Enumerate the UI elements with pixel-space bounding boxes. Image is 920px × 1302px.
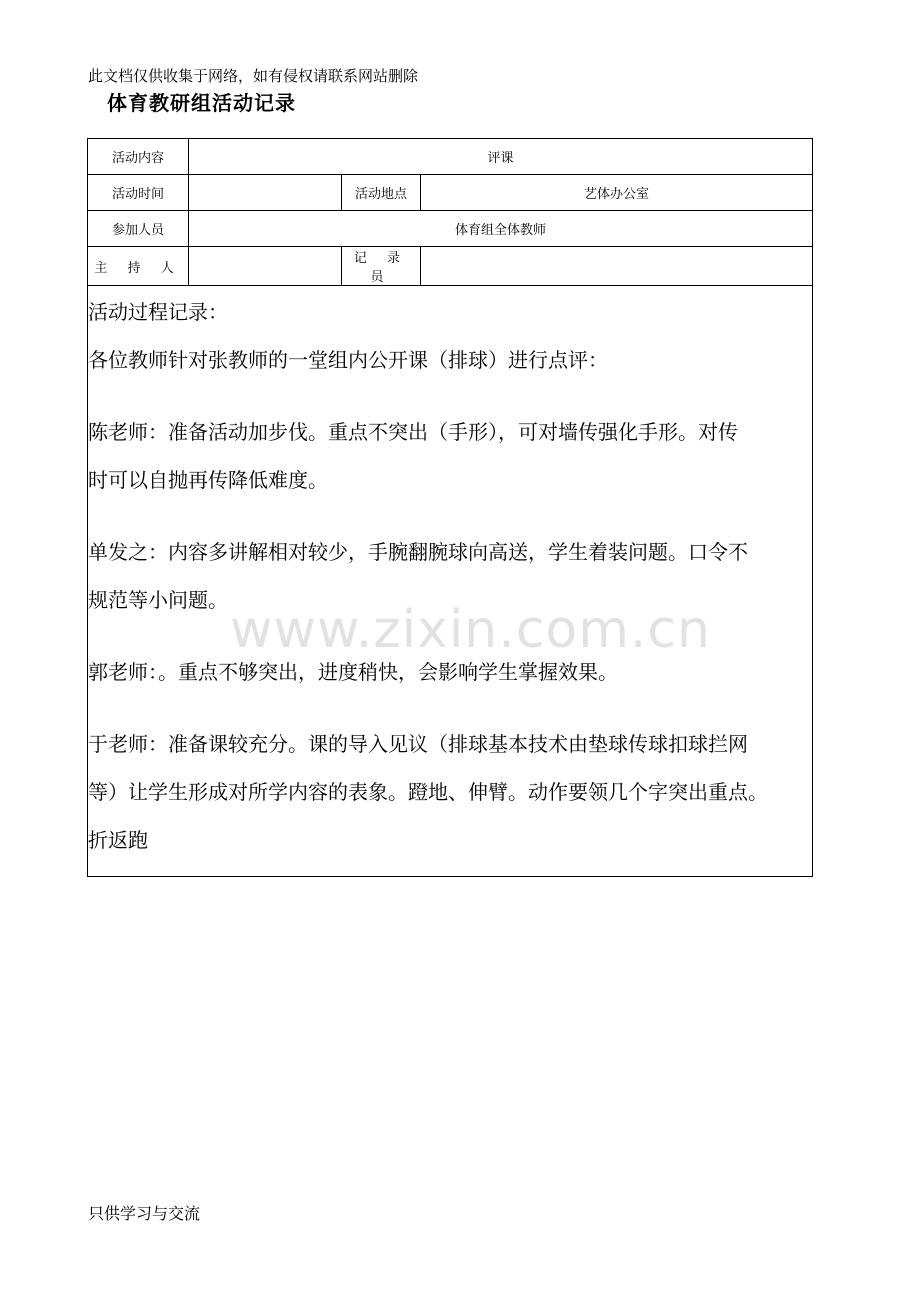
row-time-place xyxy=(88,175,813,211)
document-title: 体育教研组活动记录 xyxy=(107,91,296,115)
comment-line: 折返跑 xyxy=(88,828,148,852)
place-label: 活动地点 xyxy=(342,175,421,211)
footer-note: 只供学习与交流 xyxy=(88,1204,201,1223)
time-value xyxy=(189,175,342,211)
comment-line: 单发之：内容多讲解相对较少，手腕翻腕球向高送，学生着装问题。口令不 xyxy=(88,540,748,564)
row-host-recorder xyxy=(88,247,813,286)
participants-value: 体育组全体教师 xyxy=(189,211,813,247)
row-content xyxy=(88,139,813,175)
host-value xyxy=(189,247,342,286)
process-record-cell xyxy=(88,286,813,877)
time-label: 活动时间 xyxy=(88,175,189,211)
row-participants xyxy=(88,211,813,247)
header-disclaimer: 此文档仅供收集于网络，如有侵权请联系网站删除 xyxy=(88,67,419,85)
host-label: 主 持 人 xyxy=(88,247,189,286)
process-heading: 活动过程记录： xyxy=(88,300,228,324)
content-value: 评课 xyxy=(189,139,813,175)
comment-line: 郭老师：。重点不够突出，进度稍快，会影响学生掌握效果。 xyxy=(88,660,618,684)
watermark: www.zixin.com.cn xyxy=(230,600,711,660)
comment-line: 等）让学生形成对所学内容的表象。蹬地、伸臂。动作要领几个字突出重点。 xyxy=(88,780,768,804)
process-intro: 各位教师针对张教师的一堂组内公开课（排球）进行点评： xyxy=(88,348,608,372)
comment-line: 于老师：准备课较充分。课的导入见议（排球基本技术由垫球传球扣球拦网 xyxy=(88,732,748,756)
comment-line: 时可以自抛再传降低难度。 xyxy=(88,468,328,492)
row-process xyxy=(88,286,813,877)
activity-record-table xyxy=(87,138,813,877)
comment-line: 陈老师：准备活动加步伐。重点不突出（手形），可对墙传强化手形。对传 xyxy=(88,420,738,444)
content-label: 活动内容 xyxy=(88,139,189,175)
comment-line: 规范等小问题。 xyxy=(88,588,228,612)
participants-label: 参加人员 xyxy=(88,211,189,247)
recorder-value xyxy=(421,247,813,286)
place-value: 艺体办公室 xyxy=(421,175,813,211)
recorder-label: 记 录 员 xyxy=(342,247,421,286)
